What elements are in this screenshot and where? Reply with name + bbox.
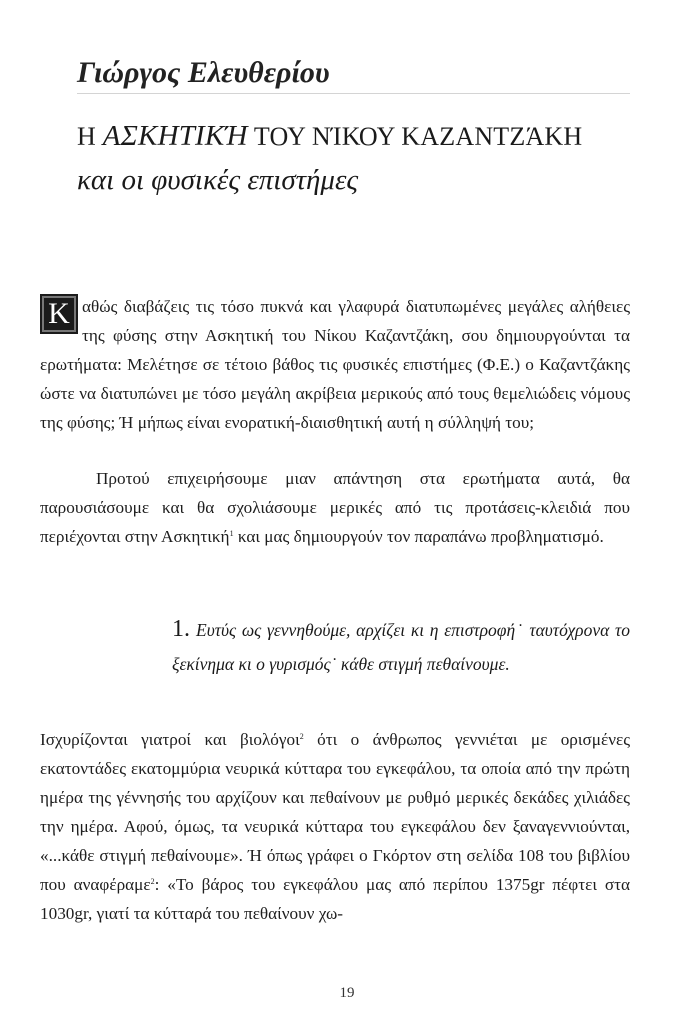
paragraph-3-text-c: : «Το βάρος του εγκεφάλου μας από περίπου 1375gr πέφτει στα 1030gr, γιατί τα κύτταρά του πεθαίνουν χω- bbox=[40, 875, 630, 923]
paragraph-2 bbox=[40, 464, 630, 551]
quote-text: Ευτύς ως γεννηθούμε, αρχίζει κι η επιστροφή˙ ταυτόχρονα το ξεκίνημα κι ο γυρισμός˙ κάθε στιγμή πεθαίνουμε. bbox=[172, 620, 630, 674]
paragraph-3-text-a: Ισχυρίζονται γιατροί και βιολόγοι bbox=[40, 730, 300, 749]
quote-block bbox=[172, 612, 630, 681]
quote-number: 1. bbox=[172, 616, 190, 642]
paragraph-3-text-b: ότι ο άνθρωπος γεννιέται με ορισμένες εκατοντάδες εκατομμύρια νευρικά κύτταρα του εγκεφάλου, τα οποία από την πρώτη ημέρα της γέννησής του αρχίζουν και πεθαίνουν με ρυθμό μερικές δεκάδες χιλιάδες την ημέρα. Αφού, όμως, τα νευρικά κύτταρα του εγκεφάλου δεν ξαναγεννιούνται, «...κάθε στιγμή πεθαίνουμε». Ή όπως γράφει ο Γκόρτον στη σελίδα 108 του βιβλίου που αναφέραμε bbox=[40, 730, 630, 894]
title-part-1: Η bbox=[77, 122, 103, 151]
title-part-3: ΤΟΥ ΝΊΚΟΥ ΚΑΖΑΝΤΖΆΚΗ bbox=[247, 122, 583, 151]
title-part-2: ΑΣΚΗΤΙΚΉ bbox=[102, 120, 248, 152]
header-rule bbox=[77, 93, 630, 94]
footnote-ref-1: 1 bbox=[229, 529, 234, 538]
drop-cap: Κ bbox=[40, 294, 78, 334]
author-name: Γιώργος Ελευθερίου bbox=[77, 56, 330, 89]
chapter-subtitle: και οι φυσικές επιστήμες bbox=[77, 164, 359, 196]
chapter-title bbox=[77, 118, 637, 155]
footnote-ref-3: 2 bbox=[150, 877, 155, 886]
page-number: 19 bbox=[339, 985, 355, 1001]
paragraph-2-text-a: Προτού επιχειρήσουμε μιαν απάντηση στα ερωτήματα αυτά, θα παρουσιάσουμε και θα σχολιάσουμε μερικές από τις προτάσεις-κλειδιά που περιέχονται στην Ασκητική bbox=[40, 469, 630, 546]
paragraph-1-text: αθώς διαβάζεις τις τόσο πυκνά και γλαφυρά διατυπωμένες μεγάλες αλήθειες της φύσης στην Ασκητική του Νίκου Καζαντζάκη, σου δημιουργούνται τα ερωτήματα: Μελέτησε σε τέτοιο βάθος τις φυσικές επιστήμες (Φ.Ε.) ο Καζαντζάκης ώστε να διατυπώνει με τόσο μεγάλη ακρίβεια μερικούς από τους θεμελιώδεις νόμους της φύσης; Ή μήπως είναι ενορατική-διαισθητική αυτή η σύλληψή του; bbox=[40, 297, 630, 432]
paragraph-2-text-b: και μας δημιουργούν τον παραπάνω προβληματισμό. bbox=[233, 527, 604, 546]
paragraph-3 bbox=[40, 725, 630, 928]
footnote-ref-2: 2 bbox=[299, 732, 304, 741]
paragraph-1 bbox=[40, 292, 630, 437]
